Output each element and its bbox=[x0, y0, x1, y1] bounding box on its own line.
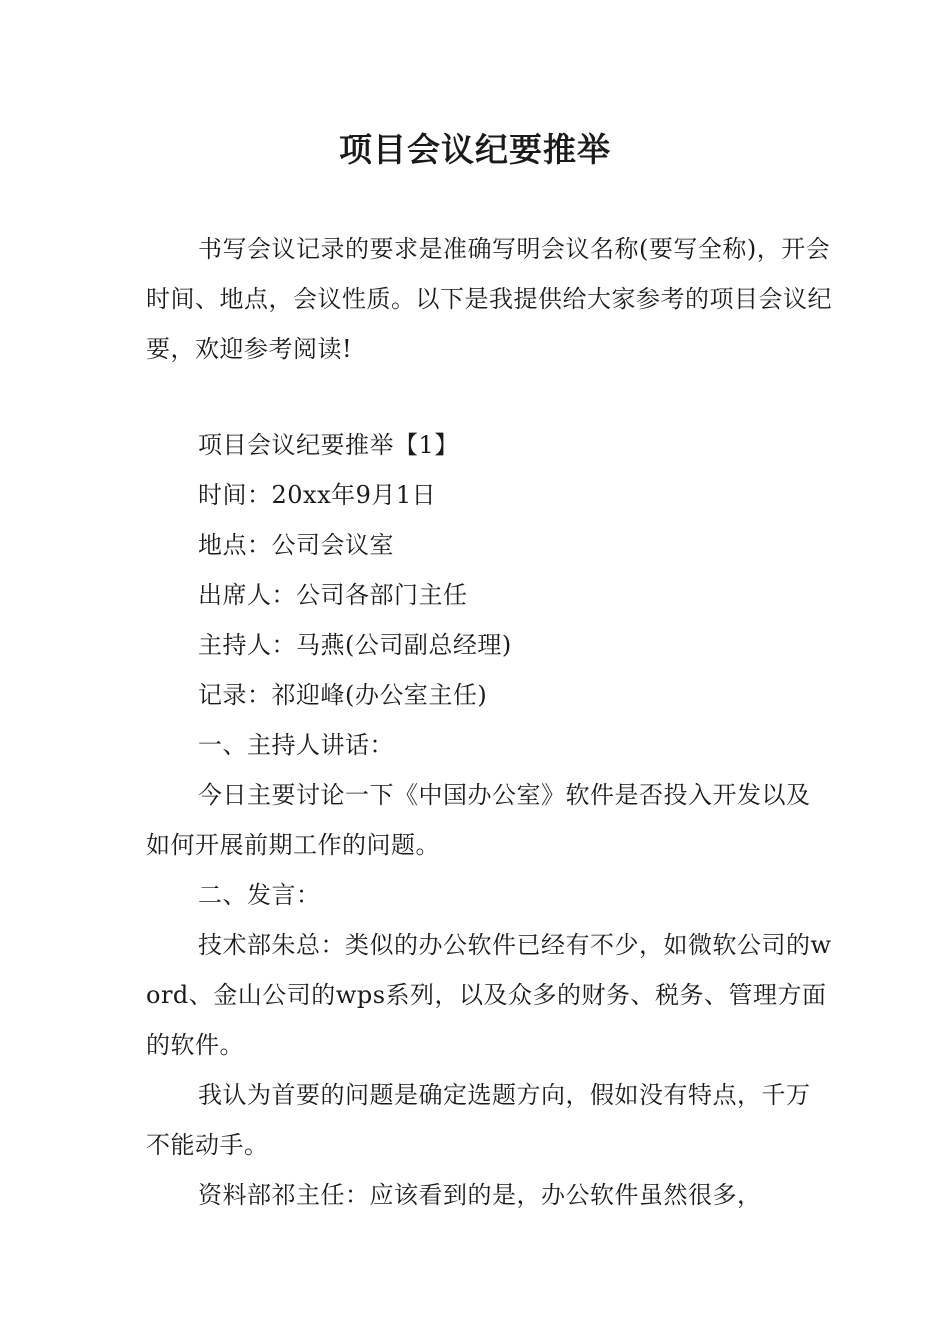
document-title: 项目会议纪要推举 bbox=[339, 130, 611, 169]
meeting-attendees: 出席人：公司各部门主任 bbox=[198, 581, 468, 609]
speech-paragraph-3: 资料部祁主任：应该看到的是，办公软件虽然很多， bbox=[198, 1181, 762, 1209]
meeting-recorder: 记录：祁迎峰(办公室主任) bbox=[198, 681, 488, 709]
speech-paragraph-2: 我认为首要的问题是确定选题方向，假如没有特点，千万不能动手。 bbox=[146, 1081, 811, 1159]
section-heading: 项目会议纪要推举【1】 bbox=[198, 431, 459, 459]
intro-paragraph: 书写会议记录的要求是准确写明会议名称(要写全称)，开会时间、地点，会议性质。以下是我提供给大家参考的项目会议纪要，欢迎参考阅读! bbox=[146, 235, 832, 363]
meeting-time: 时间：20xx年9月1日 bbox=[198, 481, 437, 509]
meeting-host: 主持人：马燕(公司副总经理) bbox=[198, 631, 512, 659]
part1-heading: 一、主持人讲话： bbox=[198, 731, 394, 759]
meeting-place: 地点：公司会议室 bbox=[198, 531, 394, 559]
paragraph-gap bbox=[146, 374, 834, 420]
speech-paragraph-1: 技术部朱总：类似的办公软件已经有不少，如微软公司的word、金山公司的wps系列，以及众多的财务、税务、管理方面的软件。 bbox=[146, 931, 832, 1059]
document-body bbox=[146, 224, 834, 1220]
part1-text: 今日主要讨论一下《中国办公室》软件是否投入开发以及如何开展前期工作的问题。 bbox=[146, 781, 811, 859]
part2-heading: 二、发言： bbox=[198, 881, 321, 909]
